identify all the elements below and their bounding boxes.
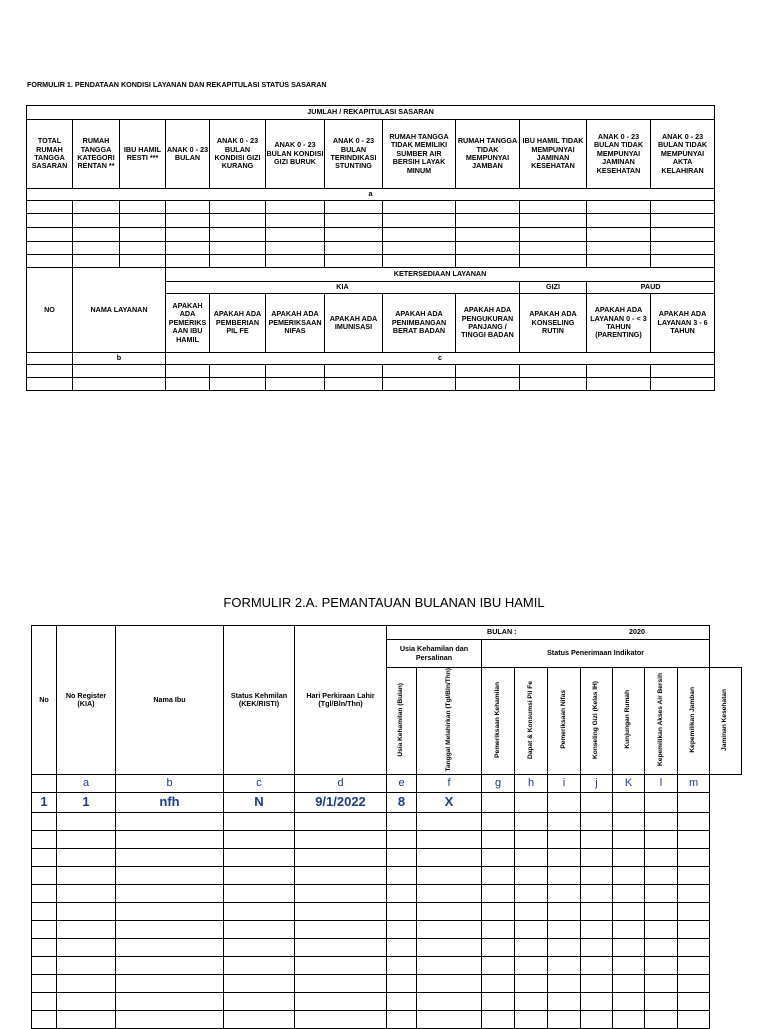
column-letter: e [387, 774, 417, 792]
row-nama: nfh [116, 792, 224, 812]
layanan-col-header: APAKAH ADA PEMERIKSAAN NIFAS [266, 294, 325, 353]
table-row [32, 884, 742, 902]
layanan-col-header: APAKAH ADA PENIMBANGAN BERAT BADAN [383, 294, 456, 353]
group-kia: KIA [166, 282, 520, 294]
table-row [32, 792, 742, 812]
layanan-col-header: APAKAH ADA LAYANAN 3 - 6 TAHUN [651, 294, 715, 353]
table-row [32, 956, 742, 974]
nama-layanan-header: NAMA LAYANAN [73, 268, 166, 353]
rekap-col-header: ANAK 0 - 23 BULAN TIDAK MEMPUNYAI AKTA KELAHIRAN [651, 120, 715, 189]
rekap-col-header: RUMAH TANGGA TIDAK MEMILIKI SUMBER AIR BERSIH LAYAK MINUM [383, 120, 456, 189]
vertical-header: Kepemilikan Akses Air Bersih [656, 673, 664, 767]
col-no: No [32, 626, 57, 775]
table-row [27, 214, 715, 228]
table-row [32, 848, 742, 866]
row-no: 1 [32, 792, 57, 812]
layanan-col-header: APAKAH ADA PEMERIKS AAN IBU HAMIL [166, 294, 210, 353]
form2a-title: FORMULIR 2.A. PEMANTAUAN BULANAN IBU HAMIL [223, 595, 545, 610]
table-row [27, 242, 715, 255]
table-row [32, 812, 742, 830]
no-header: NO [27, 268, 73, 353]
column-letters-row [32, 774, 742, 792]
rekap-col-header: TOTAL RUMAH TANGGA SASARAN [27, 120, 73, 189]
table-row [32, 902, 742, 920]
rekap-col-header: RUMAH TANGGA KATEGORI RENTAN ** [73, 120, 120, 189]
column-letter: i [548, 774, 581, 792]
layanan-col-header: APAKAH ADA LAYANAN 0 - < 3 TAHUN (PARENTING) [587, 294, 651, 353]
row-hpl: 9/1/2022 [295, 792, 387, 812]
column-letter: g [482, 774, 515, 792]
column-letter: d [295, 774, 387, 792]
table-row [27, 201, 715, 214]
vertical-header: Tanggal Melahirkan (Tgl/Bln/Thn) [444, 668, 452, 772]
table-row [27, 365, 715, 378]
form1-table [26, 105, 715, 391]
vertical-header: Dapat & Konsumsi Pil Fe [526, 680, 534, 759]
column-letter: a [57, 774, 116, 792]
rekap-col-header: ANAK 0 - 23 BULAN KONDISI GIZI BURUK [266, 120, 325, 189]
col-hpl: Hari Perkiraan Lahir (Tgl/Bln/Thn) [295, 626, 387, 775]
vertical-header: Pemeriksaan Nifas [559, 690, 567, 750]
vertical-header: Usia Kehamilan (Bulan) [397, 682, 405, 757]
vertical-header: Pemeriksaan Kehamilan [493, 681, 501, 758]
table-row [32, 992, 742, 1010]
col-status: Status Kehmilan (KEK/RISTI) [224, 626, 295, 775]
layanan-col-header: APAKAH ADA KONSELING RUTIN [520, 294, 587, 353]
table-row [27, 228, 715, 242]
rekap-code: a [27, 189, 715, 201]
tahun: 2020 [629, 627, 645, 637]
row-usia: 8 [387, 792, 417, 812]
form2a-table [31, 625, 742, 1029]
table-row [27, 378, 715, 391]
rekap-col-header: ANAK 0 - 23 BULAN TIDAK MEMPUNYAI JAMINAN KESEHATAN [587, 120, 651, 189]
status-indikator-header: Status Penerimaan Indikator [482, 640, 710, 668]
column-letter: h [515, 774, 548, 792]
vertical-header: Konseling Gizi (Kelas IH) [592, 680, 600, 759]
layanan-col-header: APAKAH ADA PENGUKURAN PANJANG / TINGGI BADAN [456, 294, 520, 353]
column-letter: c [224, 774, 295, 792]
vertical-header: Kunjungan Rumah [624, 690, 632, 750]
column-letter: f [417, 774, 482, 792]
rekap-col-header: IBU HAMIL RESTI *** [120, 120, 166, 189]
bulan-label: BULAN : [487, 627, 517, 637]
layanan-col-header: APAKAH ADA IMUNISASI [325, 294, 383, 353]
column-letter: j [581, 774, 613, 792]
column-letter: K [613, 774, 645, 792]
column-letter: l [645, 774, 678, 792]
rekap-col-header: RUMAH TANGGA TIDAK MEMPUNYAI JAMBAN [456, 120, 520, 189]
column-letter: b [116, 774, 224, 792]
table-row [27, 255, 715, 268]
code-c: c [166, 353, 715, 365]
row-status: N [224, 792, 295, 812]
table-row [32, 1010, 742, 1028]
col-nama: Nama Ibu [116, 626, 224, 775]
usia-header: Usia Kehamilan dan Persalinan [387, 640, 482, 668]
ketersediaan-header: KETERSEDIAAN LAYANAN [166, 268, 715, 282]
form1-title: FORMULIR 1. PENDATAAN KONDISI LAYANAN DAN REKAPITULASI STATUS SASARAN [27, 80, 327, 89]
table-row [32, 830, 742, 848]
rekap-col-header: IBU HAMIL TIDAK MEMPUNYAI JAMINAN KESEHATAN [520, 120, 587, 189]
rekap-col-header: ANAK 0 - 23 BULAN KONDISI GIZI KURANG [210, 120, 266, 189]
table-row [32, 866, 742, 884]
rekap-column-headers [27, 120, 715, 189]
vertical-header: Kepemilikan Jamban [689, 686, 697, 753]
vertical-header: Jaminan Kesehatan [721, 688, 729, 751]
rekap-col-header: ANAK 0 - 23 BULAN [166, 120, 210, 189]
group-paud: PAUD [587, 282, 715, 294]
layanan-col-header: APAKAH ADA PEMBERIAN PIL FE [210, 294, 266, 353]
row-register: 1 [57, 792, 116, 812]
row-tanggal: X [417, 792, 482, 812]
group-gizi: GIZI [520, 282, 587, 294]
rekap-header: JUMLAH / REKAPITULASI SASARAN [27, 106, 715, 120]
rekap-col-header: ANAK 0 - 23 BULAN TERINDIKASI STUNTING [325, 120, 383, 189]
table-row [32, 938, 742, 956]
code-b: b [73, 353, 166, 365]
col-register: No Register (KIA) [57, 626, 116, 775]
table-row [32, 920, 742, 938]
table-row [32, 974, 742, 992]
column-letter: m [678, 774, 710, 792]
